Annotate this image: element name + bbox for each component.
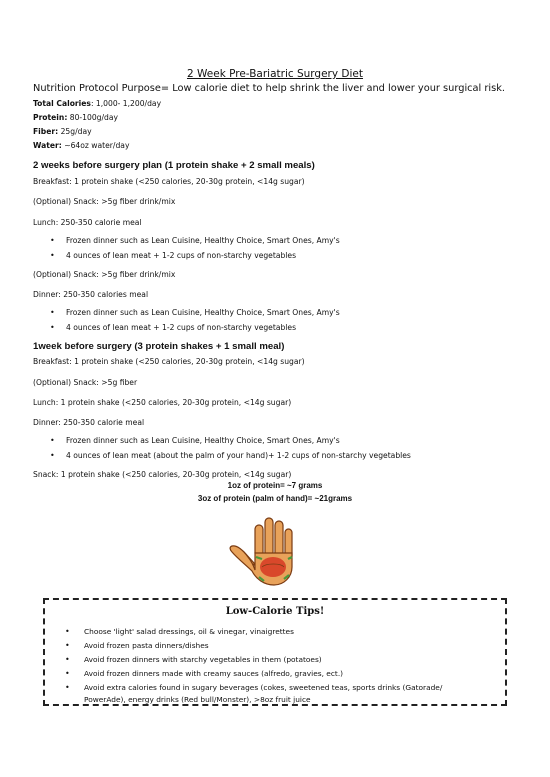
- target-fiber: Fiber: 25g/day: [33, 127, 92, 136]
- two-week-dinner-bullet-2: • 4 ounces of lean meat + 1-2 cups of non-starchy vegetables: [50, 323, 297, 332]
- tip-item-continuation: PowerAde), energy drinks (Red bull/Monster), >8oz fruit juice: [84, 695, 311, 704]
- low-calorie-tips-box: [43, 598, 507, 706]
- one-week-snack-1: (Optional) Snack: >5g fiber: [33, 378, 138, 387]
- target-protein: Protein: 80-100g/day: [33, 113, 119, 122]
- two-week-snack-1: (Optional) Snack: >5g fiber drink/mix: [33, 197, 176, 206]
- one-week-breakfast: Breakfast: 1 protein shake (<250 calories, 20-30g protein, <14g sugar): [33, 357, 305, 366]
- tips-title: Low-Calorie Tips!: [225, 606, 325, 617]
- two-week-lunch: Lunch: 250-350 calorie meal: [33, 218, 142, 227]
- two-week-lunch-bullet-2: • 4 ounces of lean meat + 1-2 cups of non-starchy vegetables: [50, 251, 297, 260]
- hand-palm-icon: [226, 515, 316, 590]
- page-title: 2 Week Pre-Bariatric Surgery Diet: [186, 68, 364, 80]
- one-week-dinner-bullet-2: • 4 ounces of lean meat (about the palm of your hand)+ 1-2 cups of non-starchy vegetables: [50, 451, 411, 460]
- two-week-dinner: Dinner: 250-350 calories meal: [33, 290, 149, 299]
- tip-item: • Avoid frozen dinners with starchy vegetables in them (potatoes): [65, 655, 322, 664]
- one-week-dinner: Dinner: 250-350 calorie meal: [33, 418, 145, 427]
- protein-note-1: 1oz of protein= ~7 grams: [227, 481, 323, 490]
- one-week-dinner-bullet-1: • Frozen dinner such as Lean Cuisine, Healthy Choice, Smart Ones, Amy's: [50, 436, 340, 445]
- two-week-breakfast: Breakfast: 1 protein shake (<250 calories, 20-30g protein, <14g sugar): [33, 177, 305, 186]
- tip-item: • Avoid frozen pasta dinners/dishes: [65, 641, 209, 650]
- target-water: Water: ~64oz water/day: [33, 141, 130, 150]
- tip-item: • Choose 'light' salad dressings, oil & vinegar, vinaigrettes: [65, 627, 294, 636]
- tip-item: • Avoid extra calories found in sugary beverages (cokes, sweetened teas, sports drinks (Gatorade/: [65, 683, 443, 692]
- two-week-lunch-bullet-1: • Frozen dinner such as Lean Cuisine, Healthy Choice, Smart Ones, Amy's: [50, 236, 340, 245]
- target-calories: Total Calories: 1,000- 1,200/day: [33, 99, 162, 108]
- one-week-heading: 1week before surgery (3 protein shakes + 1 small meal): [33, 341, 285, 352]
- protein-note-2: 3oz of protein (palm of hand)= ~21grams: [197, 494, 353, 503]
- purpose-statement: Nutrition Protocol Purpose= Low calorie diet to help shrink the liver and lower your surgical risk.: [33, 83, 506, 94]
- two-week-dinner-bullet-1: • Frozen dinner such as Lean Cuisine, Healthy Choice, Smart Ones, Amy's: [50, 308, 340, 317]
- tip-item: • Avoid frozen dinners made with creamy sauces (alfredo, gravies, ect.): [65, 669, 344, 678]
- one-week-lunch: Lunch: 1 protein shake (<250 calories, 20-30g protein, <14g sugar): [33, 398, 292, 407]
- two-week-snack-2: (Optional) Snack: >5g fiber drink/mix: [33, 270, 176, 279]
- two-week-heading: 2 weeks before surgery plan (1 protein shake + 2 small meals): [33, 160, 315, 171]
- one-week-snack-2: Snack: 1 protein shake (<250 calories, 20-30g protein, <14g sugar): [33, 470, 292, 479]
